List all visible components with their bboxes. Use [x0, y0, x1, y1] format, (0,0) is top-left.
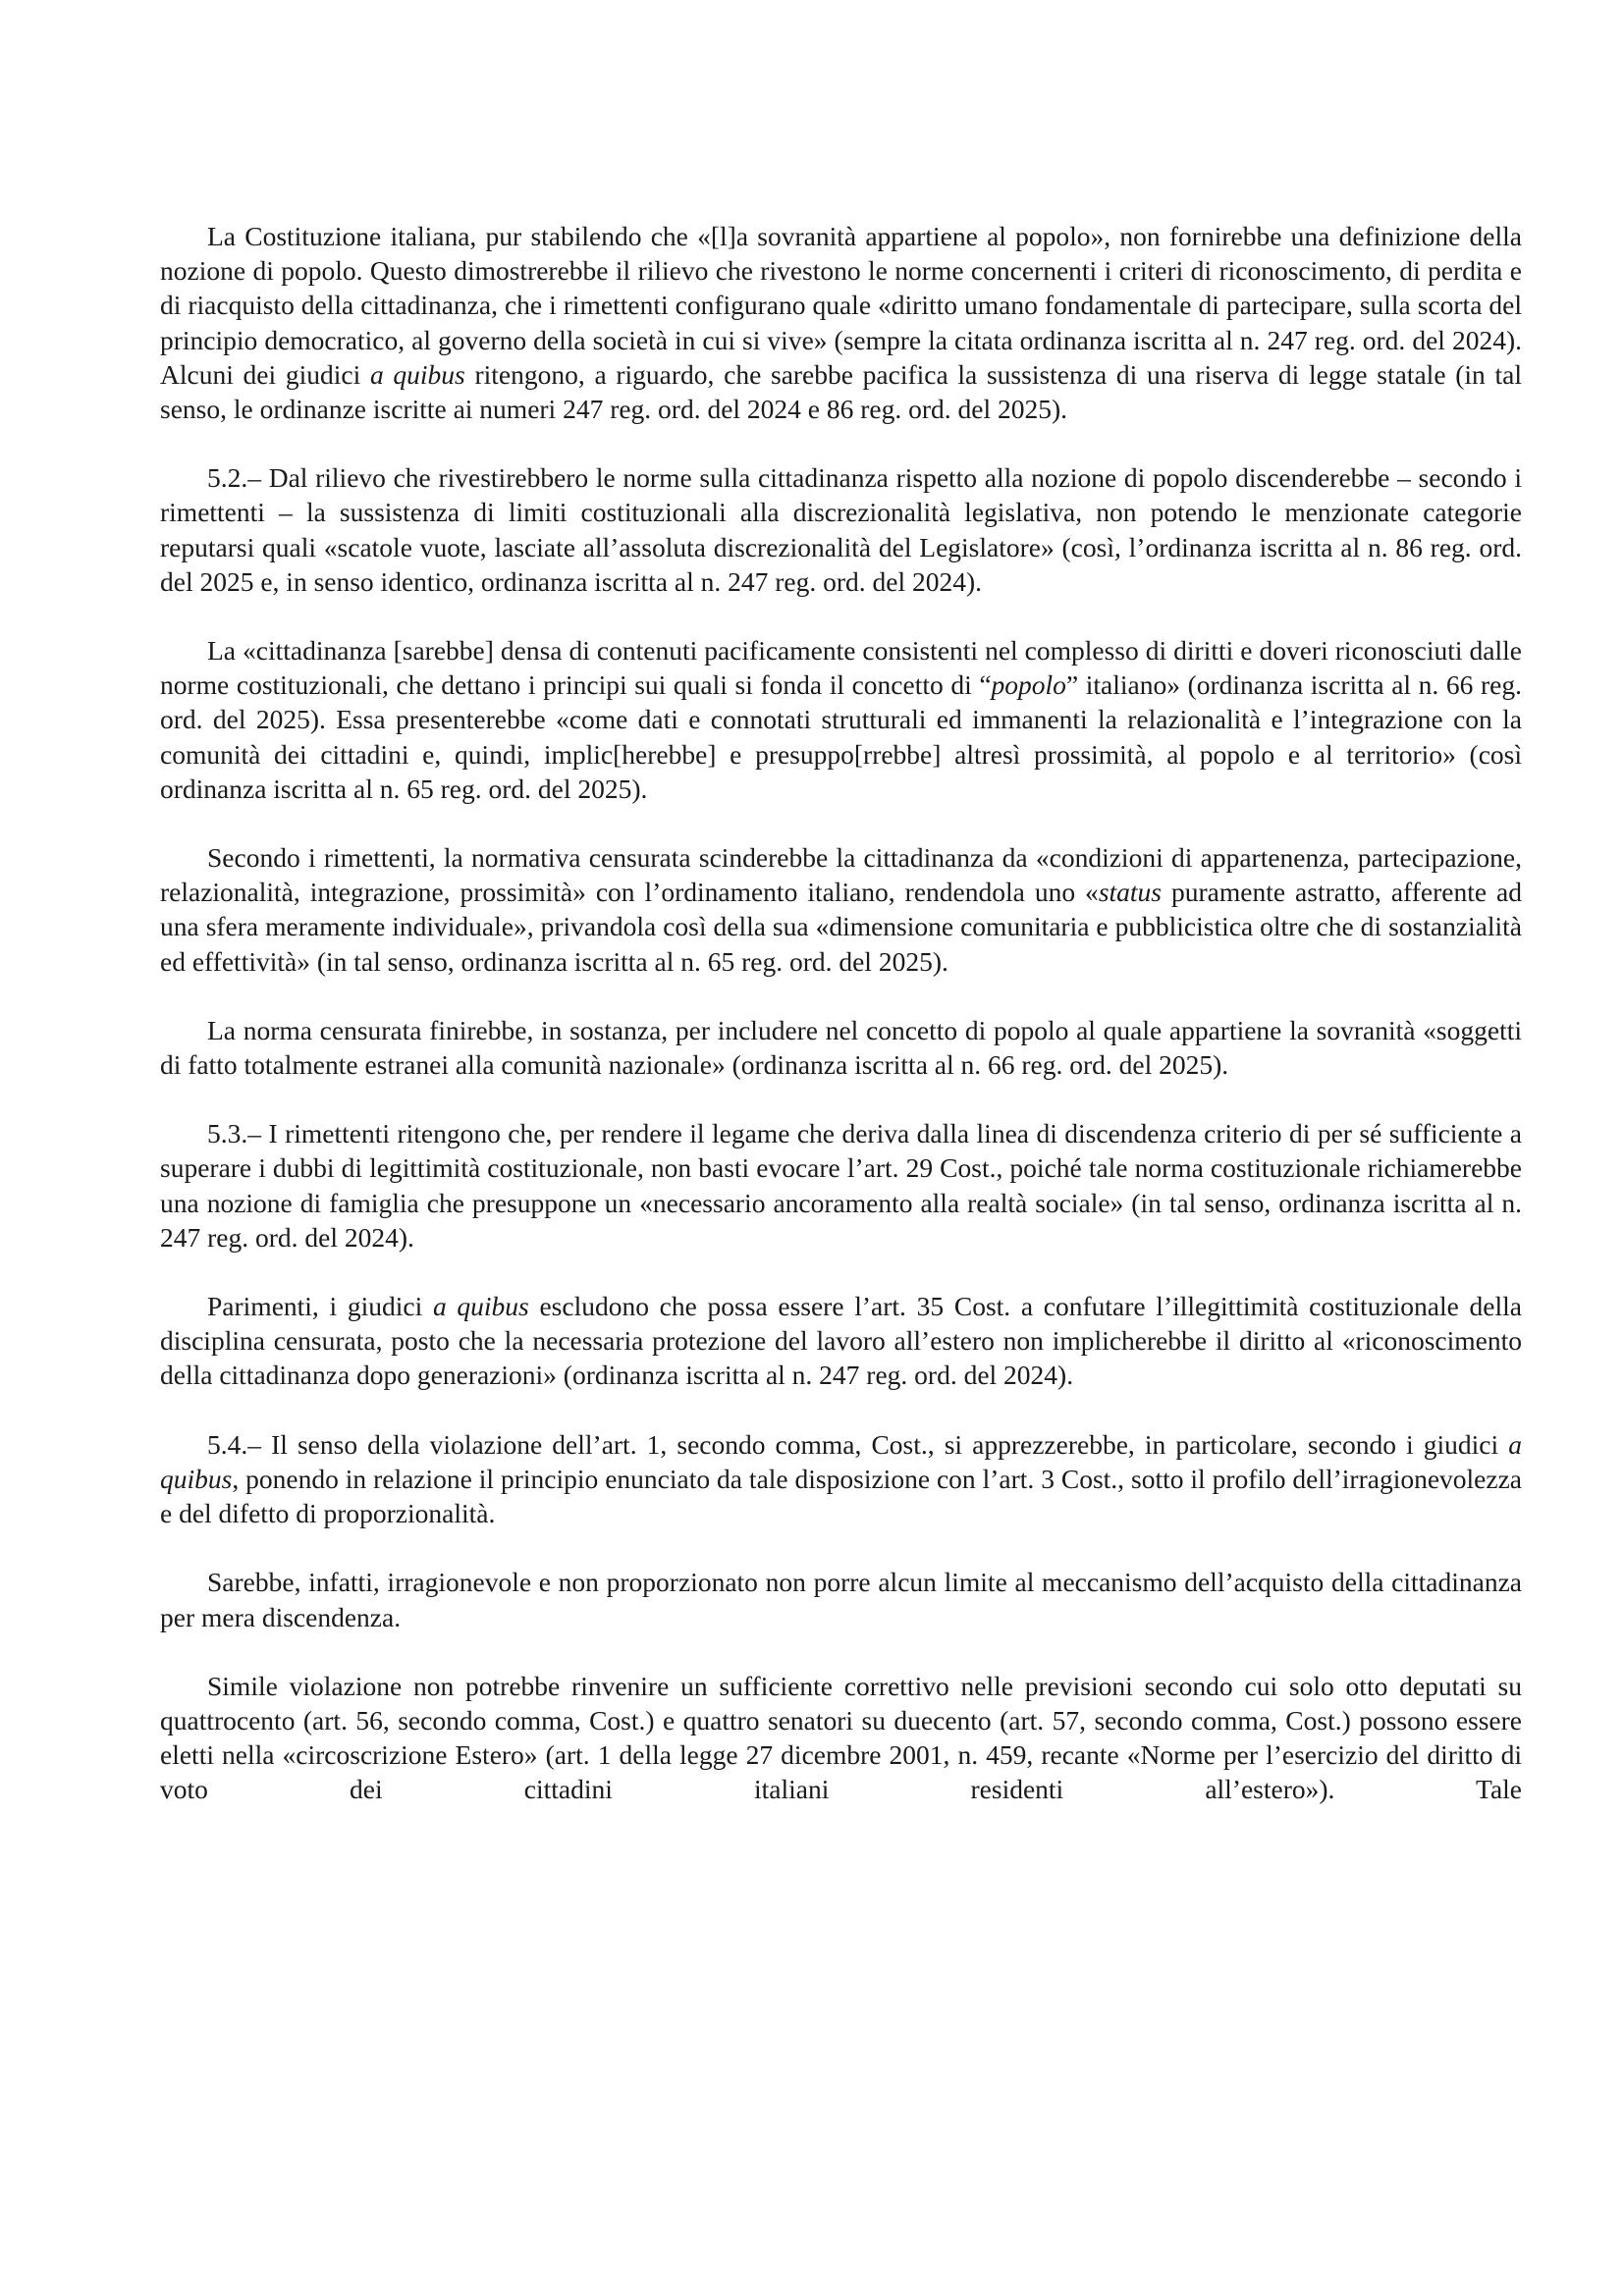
- text-run: Simile violazione non potrebbe rinvenire un sufficiente correttivo nelle previsioni secondo cui solo otto deputati su quattrocento (art. 56, secondo comma, Cost.) e quattro senatori su duecento (art. 57, secondo comma, Cost.) possono essere eletti nella «circoscrizione Estero» (art. 1 della legge 27 dicembre 2001, n. 459, recante «Norme per l’esercizio del diritto di voto dei cittadini italiani residenti all’estero»). Tale: [160, 1670, 1522, 1805]
- text-run: Parimenti, i giudici: [207, 1291, 433, 1322]
- text-run: ritengono, a riguardo, che sarebbe pacifica la sussistenza di una riserva di legge statale (in tal senso, le ordinanze iscritte ai numeri 247 reg. ord. del 2024 e 86 reg. ord. del 2025).: [160, 358, 1522, 425]
- paragraph: [160, 1116, 1522, 1255]
- text-run: La Costituzione italiana, pur stabilendo che «[l]a sovranità appartiene al popolo», non fornirebbe una definizione della nozione di popolo. Questo dimostrerebbe il rilievo che rivestono le norme concernenti i criteri di riconoscimento, di perdita e di riacquisto della cittadinanza, che i rimettenti configurano quale «diritto umano fondamentale di partecipare, sulla scorta del principio democratico, al governo della società in cui si vive» (sempre la citata ordinanza iscritta al n. 247 reg. ord. del 2024). Alcuni dei giudici: [160, 221, 1522, 390]
- document-body: [160, 219, 1522, 1807]
- italic-text: a quibus: [432, 1291, 529, 1322]
- paragraph: [160, 1289, 1522, 1393]
- italic-text: a quibus: [160, 1428, 1522, 1494]
- text-run: 5.2.– Dal rilievo che rivestirebbero le norme sulla cittadinanza rispetto alla nozione di popolo discenderebbe – secondo i rimettenti – la sussistenza di limiti costituzionali alla discrezionalità legislativa, non potendo le menzionate categorie reputarsi quali «scatole vuote, lasciate all’assoluta discrezionalità del Legislatore» (così, l’ordinanza iscritta al n. 86 reg. ord. del 2025 e, in senso identico, ordinanza iscritta al n. 247 reg. ord. del 2024).: [160, 462, 1522, 597]
- text-run: La norma censurata finirebbe, in sostanza, per includere nel concetto di popolo al quale appartiene la sovranità «soggetti di fatto totalmente estranei alla comunità nazionale» (ordinanza iscritta al n. 66 reg. ord. del 2025).: [160, 1014, 1522, 1081]
- paragraph: [160, 1565, 1522, 1633]
- text-run: Sarebbe, infatti, irragionevole e non proporzionato non porre alcun limite al meccanismo dell’acquisto della cittadinanza per mera discendenza.: [160, 1567, 1522, 1632]
- italic-text: status: [1098, 877, 1162, 908]
- paragraph: [160, 1427, 1522, 1531]
- text-run: , ponendo in relazione il principio enunciato da tale disposizione con l’art. 3 Cost., sotto il profilo dell’irragionevolezza e del difetto di proporzionalità.: [160, 1463, 1522, 1529]
- italic-text: a quibus: [369, 358, 465, 390]
- text-run: escludono che possa essere l’art. 35 Cost. a confutare l’illegittimità costituzionale della disciplina censurata, posto che la necessaria protezione del lavoro all’estero non implicherebbe il diritto al «riconoscimento della cittadinanza dopo generazioni» (ordinanza iscritta al n. 247 reg. ord. del 2024).: [160, 1291, 1523, 1391]
- text-run: 5.3.– I rimettenti ritengono che, per rendere il legame che deriva dalla linea di discendenza criterio di per sé sufficiente a superare i dubbi di legittimità costituzionale, non basti evocare l’art. 29 Cost., poiché tale norma costituzionale richiamerebbe una nozione di famiglia che presuppone un «necessario ancoramento alla realtà sociale» (in tal senso, ordinanza iscritta al n. 247 reg. ord. del 2024).: [160, 1118, 1522, 1253]
- paragraph: [160, 460, 1522, 599]
- paragraph: [160, 1669, 1522, 1807]
- paragraph: [160, 840, 1522, 979]
- paragraph: [160, 219, 1522, 426]
- paragraph: [160, 633, 1522, 806]
- text-run: Secondo i rimettenti, la normativa censurata scinderebbe la cittadinanza da «condizioni di appartenenza, partecipazione, relazionalità, integrazione, prossimità» con l’ordinamento italiano, rendendola uno «: [160, 842, 1522, 908]
- text-run: La «cittadinanza [sarebbe] densa di contenuti pacificamente consistenti nel complesso di diritti e doveri riconosciuti dalle norme costituzionali, che dettano i principi sui quali si fonda il concetto di “: [160, 635, 1522, 701]
- text-run: ” italiano» (ordinanza iscritta al n. 66 reg. ord. del 2025). Essa presenterebbe «come dati e connotati strutturali ed immanenti la relazionalità e l’integrazione con la comunità dei cittadini e, quindi, implic[herebbe] e presuppo[rrebbe] altresì prossimità, al popolo e al territorio» (così ordinanza iscritta al n. 65 reg. ord. del 2025).: [160, 669, 1522, 804]
- paragraph: [160, 1013, 1522, 1082]
- text-run: 5.4.– Il senso della violazione dell’art. 1, secondo comma, Cost., si apprezzerebbe, in particolare, secondo i giudici: [207, 1428, 1509, 1460]
- italic-text: popolo: [991, 669, 1066, 701]
- text-run: puramente astratto, afferente ad una sfera meramente individuale», privandola così della sua «dimensione comunitaria e pubblicistica oltre che di sostanzialità ed effettività» (in tal senso, ordinanza iscritta al n. 65 reg. ord. del 2025).: [160, 877, 1522, 977]
